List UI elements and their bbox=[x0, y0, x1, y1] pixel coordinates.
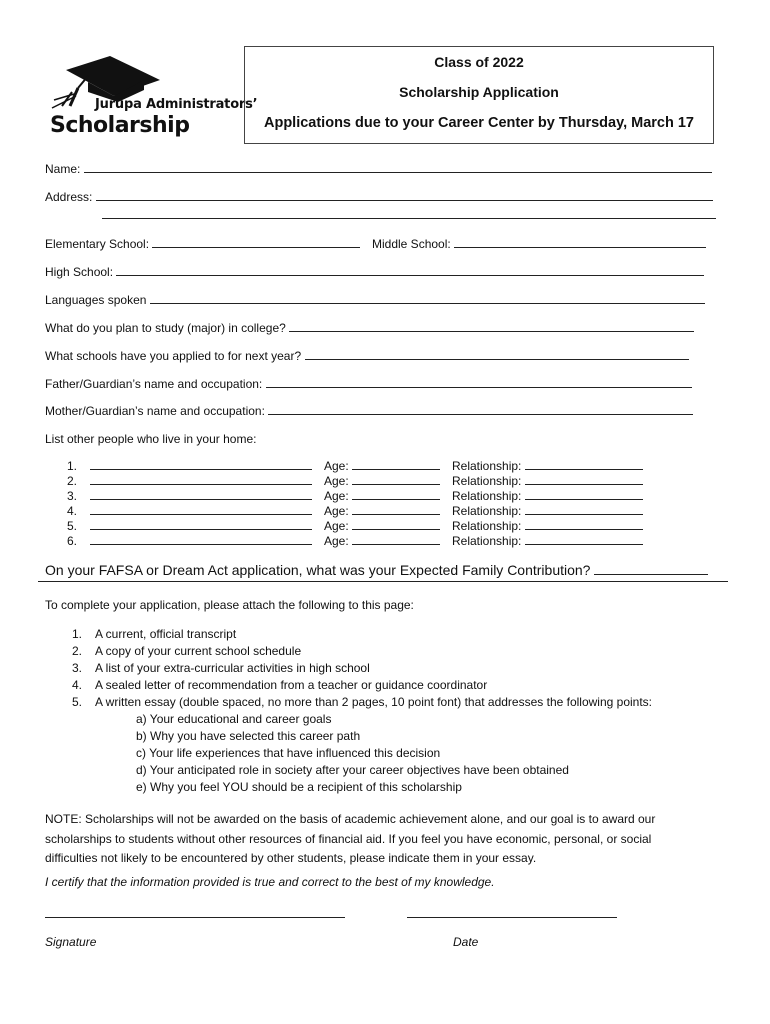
note-line: NOTE: Scholarships will not be awarded on the basis of academic achievement alone, and our goal is to award our bbox=[45, 812, 656, 826]
logo-line1: Jurupa Administrators’ bbox=[95, 97, 258, 112]
high-school-field[interactable] bbox=[45, 265, 704, 279]
relationship-label: Relationship: bbox=[452, 474, 522, 488]
age-label: Age: bbox=[324, 504, 349, 518]
age-field[interactable] bbox=[324, 459, 440, 473]
note-paragraph bbox=[45, 810, 655, 869]
address-input-line2[interactable] bbox=[102, 208, 716, 219]
attachment-text: A sealed letter of recommendation from a teacher or guidance coordinator bbox=[95, 678, 488, 692]
age-field[interactable] bbox=[324, 534, 440, 548]
relationship-field[interactable] bbox=[452, 534, 643, 548]
relationship-label: Relationship: bbox=[452, 489, 522, 503]
relationship-field[interactable] bbox=[452, 489, 643, 503]
address-input-line[interactable] bbox=[96, 190, 713, 201]
schools-label: What schools have you applied to for next year? bbox=[45, 349, 302, 363]
attachment-number: 3. bbox=[72, 661, 83, 675]
relationship-input-line[interactable] bbox=[525, 504, 643, 515]
attachment-text: A written essay (double spaced, no more than 2 pages, 10 point font) that addresses the following points: bbox=[95, 695, 653, 709]
age-input-line[interactable] bbox=[352, 474, 440, 485]
elementary-label: Elementary School: bbox=[45, 237, 150, 251]
signature-line[interactable] bbox=[45, 917, 345, 918]
relationship-field[interactable] bbox=[452, 504, 643, 518]
middle-label: Middle School: bbox=[372, 237, 451, 251]
elementary-field[interactable] bbox=[45, 237, 360, 251]
age-label: Age: bbox=[324, 489, 349, 503]
age-label: Age: bbox=[324, 474, 349, 488]
household-row bbox=[67, 504, 77, 518]
class-year: Class of 2022 bbox=[434, 54, 524, 70]
fafsa-question[interactable] bbox=[45, 562, 708, 578]
age-field[interactable] bbox=[324, 504, 440, 518]
row-number: 5. bbox=[67, 519, 78, 533]
major-label: What do you plan to study (major) in college? bbox=[45, 321, 286, 335]
header-box bbox=[244, 46, 714, 144]
household-row bbox=[67, 489, 77, 503]
household-row bbox=[67, 459, 77, 473]
attachment-text: A current, official transcript bbox=[95, 627, 237, 641]
essay-point: e) Why you feel YOU should be a recipient of this scholarship bbox=[136, 780, 462, 794]
attachment-number: 5. bbox=[72, 695, 83, 709]
relationship-input-line[interactable] bbox=[525, 474, 643, 485]
relationship-input-line[interactable] bbox=[525, 534, 643, 545]
household-name-line[interactable] bbox=[90, 474, 312, 488]
row-number: 3. bbox=[67, 489, 78, 503]
household-row bbox=[67, 534, 77, 548]
name-input-line[interactable] bbox=[84, 162, 712, 173]
relationship-label: Relationship: bbox=[452, 504, 522, 518]
mother-input-line[interactable] bbox=[268, 404, 693, 415]
fafsa-label: On your FAFSA or Dream Act application, what was your Expected Family Contribution? bbox=[45, 562, 591, 578]
household-name-line[interactable] bbox=[90, 519, 312, 533]
essay-point: d) Your anticipated role in society after your career objectives have been obtained bbox=[136, 763, 569, 777]
essay-point: c) Your life experiences that have influenced this decision bbox=[136, 746, 441, 760]
relationship-input-line[interactable] bbox=[525, 519, 643, 530]
others-label: List other people who live in your home: bbox=[45, 432, 257, 446]
age-label: Age: bbox=[324, 534, 349, 548]
schools-field[interactable] bbox=[45, 349, 689, 363]
row-number: 2. bbox=[67, 474, 78, 488]
essay-point: a) Your educational and career goals bbox=[136, 712, 332, 726]
note-line: scholarships to students without other resources of financial aid. If you feel you have economic, personal, or social bbox=[45, 831, 652, 846]
date-label: Date bbox=[453, 935, 479, 949]
elementary-input-line[interactable] bbox=[152, 237, 360, 248]
father-field[interactable] bbox=[45, 377, 692, 391]
high-school-input-line[interactable] bbox=[116, 265, 704, 276]
signature-label: Signature bbox=[45, 935, 97, 949]
section-divider bbox=[38, 581, 728, 582]
middle-field[interactable] bbox=[372, 237, 706, 251]
attachment-item bbox=[72, 644, 302, 658]
household-name-line[interactable] bbox=[90, 489, 312, 503]
form-title: Scholarship Application bbox=[399, 84, 559, 100]
household-name-line[interactable] bbox=[90, 534, 312, 548]
attachment-text: A copy of your current school schedule bbox=[95, 644, 302, 658]
date-line[interactable] bbox=[407, 917, 617, 918]
logo-line2: Scholarship bbox=[50, 113, 190, 138]
household-row bbox=[67, 519, 77, 533]
father-input-line[interactable] bbox=[266, 377, 692, 388]
relationship-field[interactable] bbox=[452, 519, 643, 533]
row-number: 4. bbox=[67, 504, 78, 518]
relationship-field[interactable] bbox=[452, 459, 643, 473]
attachment-item bbox=[72, 678, 488, 692]
relationship-label: Relationship: bbox=[452, 534, 522, 548]
age-input-line[interactable] bbox=[352, 459, 440, 470]
age-field[interactable] bbox=[324, 474, 440, 488]
father-label: Father/Guardian’s name and occupation: bbox=[45, 377, 263, 391]
address-label: Address: bbox=[45, 190, 93, 204]
relationship-label: Relationship: bbox=[452, 519, 522, 533]
address-line2[interactable] bbox=[102, 208, 716, 222]
attachment-number: 2. bbox=[72, 644, 83, 658]
row-number: 1. bbox=[67, 459, 78, 473]
certify-statement: I certify that the information provided is true and correct to the best of my knowledge. bbox=[45, 875, 495, 889]
age-input-line[interactable] bbox=[352, 534, 440, 545]
relationship-input-line[interactable] bbox=[525, 489, 643, 500]
row-number: 6. bbox=[67, 534, 78, 548]
attachment-number: 1. bbox=[72, 627, 83, 641]
attach-intro: To complete your application, please attach the following to this page: bbox=[45, 598, 414, 612]
age-input-line[interactable] bbox=[352, 519, 440, 530]
schools-input-line[interactable] bbox=[305, 349, 689, 360]
relationship-input-line[interactable] bbox=[525, 459, 643, 470]
age-input-line[interactable] bbox=[352, 489, 440, 500]
household-row bbox=[67, 474, 77, 488]
high-school-label: High School: bbox=[45, 265, 114, 279]
attachment-item bbox=[72, 661, 370, 675]
mother-field[interactable] bbox=[45, 404, 693, 418]
languages-field[interactable] bbox=[45, 293, 705, 307]
age-field[interactable] bbox=[324, 519, 440, 533]
fafsa-input-line[interactable] bbox=[594, 562, 708, 575]
relationship-field[interactable] bbox=[452, 474, 643, 488]
attachment-item bbox=[72, 695, 653, 709]
household-name-line[interactable] bbox=[90, 504, 312, 518]
household-name-line[interactable] bbox=[90, 459, 312, 473]
attachment-item bbox=[72, 627, 237, 641]
middle-input-line[interactable] bbox=[454, 237, 706, 248]
age-field[interactable] bbox=[324, 489, 440, 503]
relationship-label: Relationship: bbox=[452, 459, 522, 473]
address-field[interactable] bbox=[45, 190, 713, 204]
major-input-line[interactable] bbox=[289, 321, 694, 332]
name-field[interactable] bbox=[45, 162, 712, 176]
due-date: Applications due to your Career Center by Thursday, March 17 bbox=[263, 115, 694, 131]
essay-point: b) Why you have selected this career path bbox=[136, 729, 361, 743]
age-input-line[interactable] bbox=[352, 504, 440, 515]
mother-label: Mother/Guardian’s name and occupation: bbox=[45, 404, 265, 418]
languages-input-line[interactable] bbox=[150, 293, 705, 304]
age-label: Age: bbox=[324, 459, 349, 473]
age-label: Age: bbox=[324, 519, 349, 533]
note-line: difficulties not likely to be encountered by other students, please indicate them in your essay. bbox=[45, 851, 537, 865]
name-label: Name: bbox=[45, 162, 81, 176]
major-field[interactable] bbox=[45, 321, 694, 335]
attachment-number: 4. bbox=[72, 678, 83, 692]
attachment-text: A list of your extra-curricular activities in high school bbox=[95, 661, 370, 675]
languages-label: Languages spoken bbox=[45, 293, 147, 307]
